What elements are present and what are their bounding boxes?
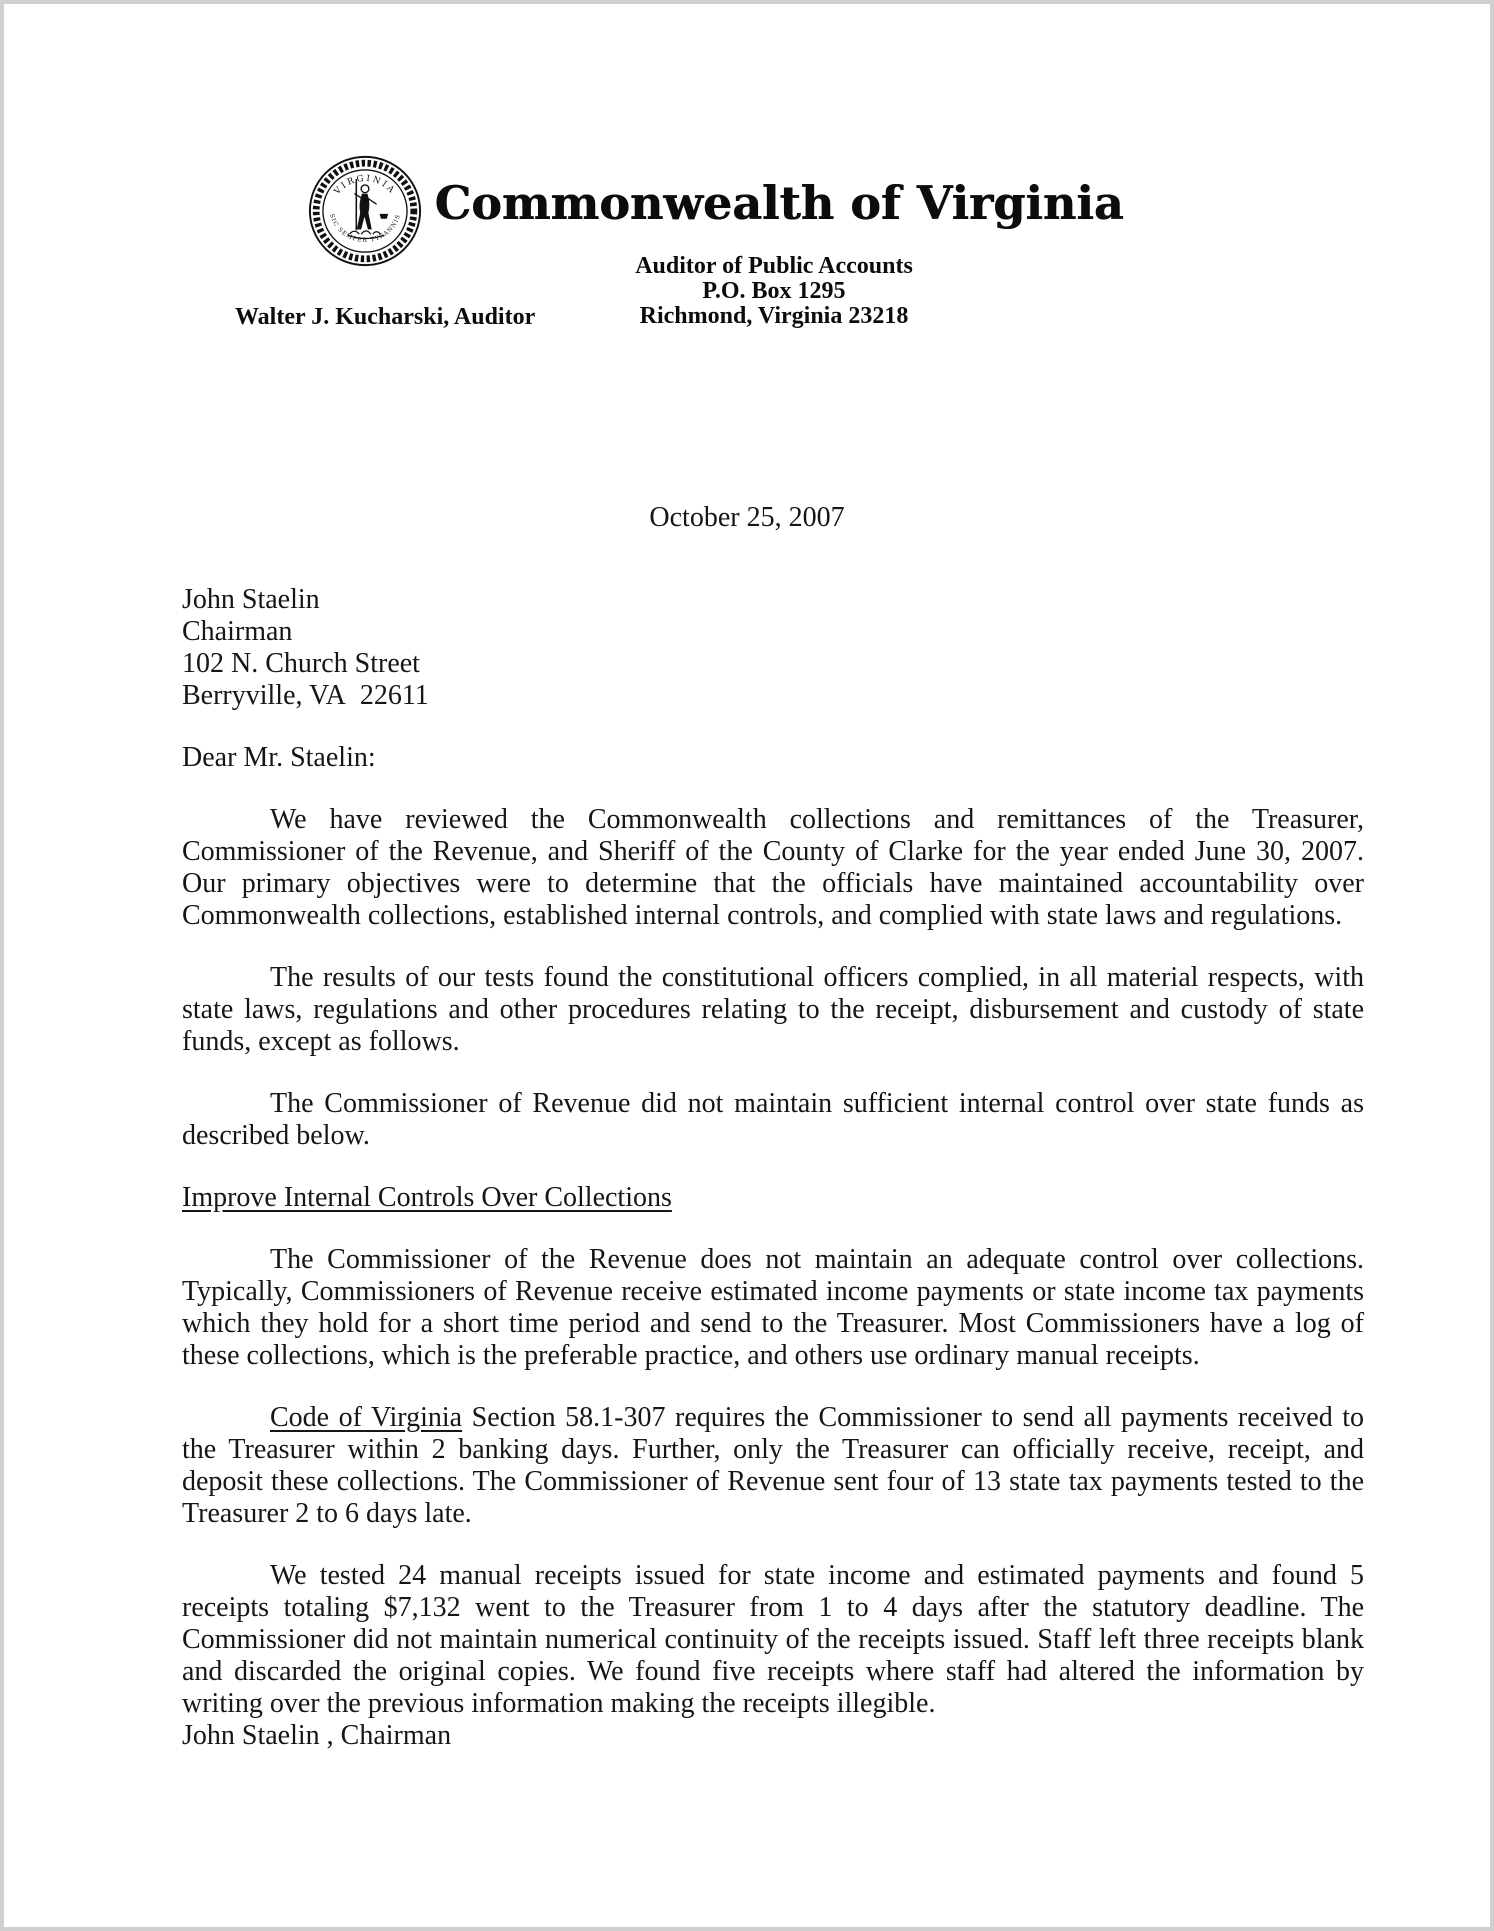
body-paragraph-5-rest: Section 58.1-307 requires the Commissioner to send all payments received to the Treasurer within 2 banking days. Further, only the Treasurer can officially receive, receipt, and deposit these collections. The Commissioner of Revenue sent four of 13 state tax payments tested to the Treasurer 2 to 6 days late. [182, 1402, 1365, 1529]
office-address-block [559, 254, 989, 329]
body-paragraph-2: The results of our tests found the constitutional officers complied, in all material respects, with state laws, regulations and other procedures relating to the receipt, disbursement and custody of state funds, except as follows. [182, 962, 1364, 1057]
body-paragraph-5 [182, 1402, 1364, 1530]
letter-body [182, 584, 1364, 1752]
body-paragraph-4: The Commissioner of the Revenue does not maintain an adequate control over collections. Typically, Commissioners of Revenue receive estimated income payments or state income tax payments which they hold for a short time period and send to the Treasurer. Most Commissioners have a log of these collections, which is the preferable practice, and others use ordinary manual receipts. [182, 1244, 1364, 1371]
salutation: Dear Mr. Staelin: [182, 742, 376, 773]
office-line-city: Richmond, Virginia 23218 [639, 303, 909, 329]
recipient-street: 102 N. Church Street [182, 648, 420, 679]
body-paragraph-6: We tested 24 manual receipts issued for state income and estimated payments and found 5 receipts totaling $7,132 went to the Treasurer from 1 to 4 days after the statutory deadline. The Commissioner did not maintain numerical continuity of the receipts issued. Staff left three receipts blank and discarded the original copies. We found five receipts where staff had altered the information by writing over the previous information making the receipts illegible. [182, 1560, 1364, 1719]
code-of-virginia-citation: Code of Virginia [270, 1402, 463, 1433]
recipient-city-state-zip: Berryville, VA 22611 [182, 680, 429, 711]
recipient-address [182, 584, 1364, 712]
signature-line: John Staelin , Chairman [182, 1720, 452, 1751]
letter-date: October 25, 2007 [649, 502, 845, 533]
auditor-name: Walter J. Kucharski, Auditor [235, 304, 536, 330]
section-heading: Improve Internal Controls Over Collections [182, 1182, 672, 1213]
office-line-po-box: P.O. Box 1295 [702, 278, 846, 304]
body-paragraph-1: We have reviewed the Commonwealth collections and remittances of the Treasurer, Commissioner of the Revenue, and Sheriff of the County of Clarke for the year ended June 30, 2007. Our primary objectives were to determine that the officials have maintained accountability over Commonwealth collections, established internal controls, and complied with state laws and regulations. [182, 804, 1364, 931]
seal-top-text: VIRGINIA [332, 173, 398, 197]
office-line-department: Auditor of Public Accounts [635, 253, 913, 279]
virginia-state-seal-icon [307, 153, 423, 269]
recipient-title: Chairman [182, 616, 293, 647]
organization-title: Commonwealth of Virginia [434, 176, 1124, 230]
seal-bottom-text: SIC SEMPER TYRANNIS [328, 213, 402, 244]
body-paragraph-3: The Commissioner of Revenue did not maintain sufficient internal control over state funds as described below. [182, 1088, 1364, 1151]
recipient-name: John Staelin [182, 584, 320, 615]
